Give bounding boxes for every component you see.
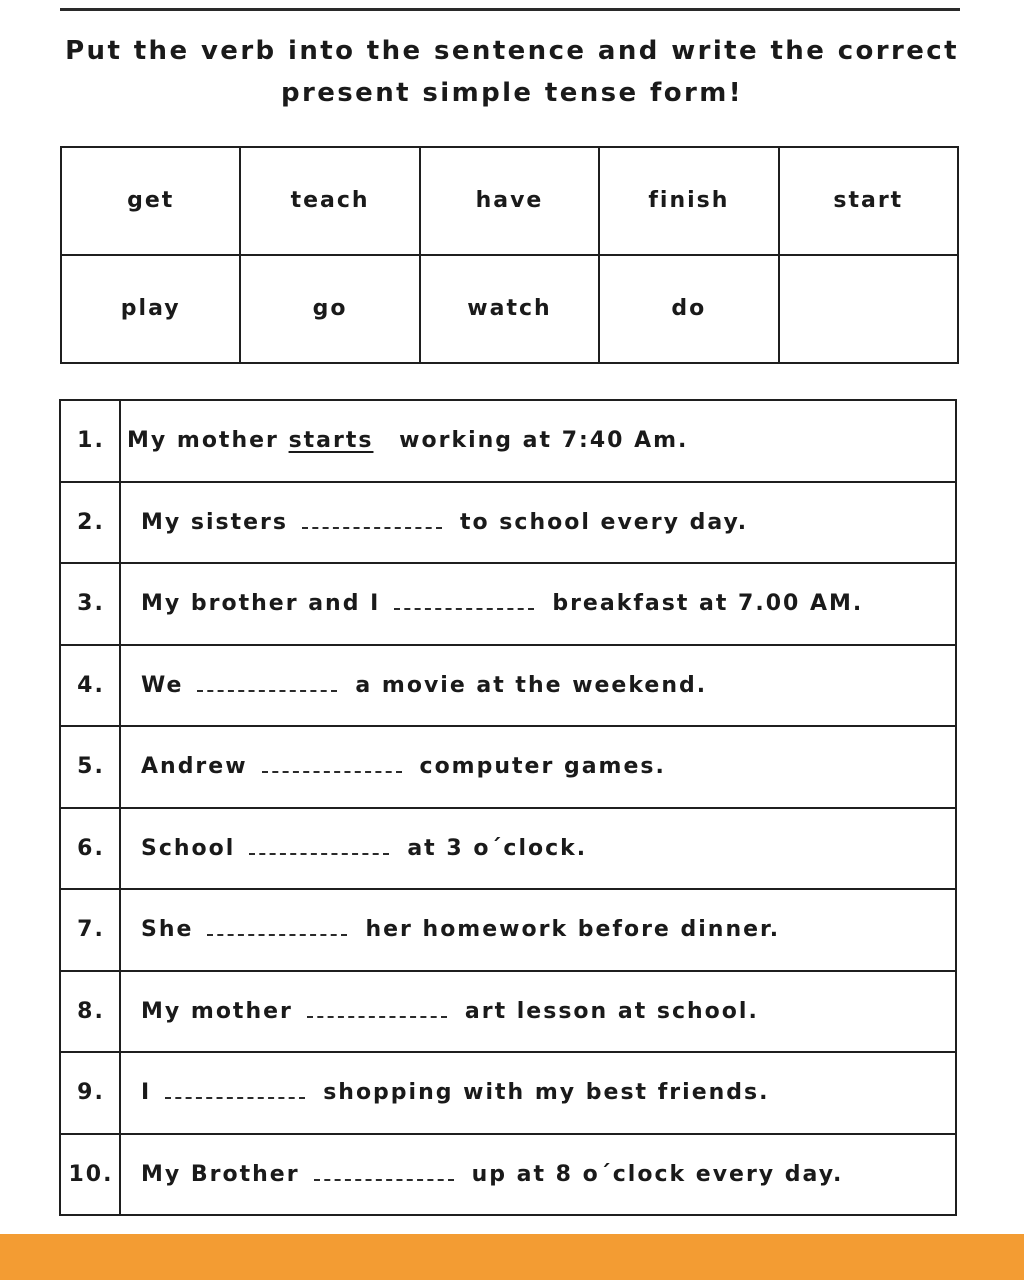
sentence-number: 9.: [60, 1052, 120, 1134]
sentence-row: [60, 645, 956, 727]
sentence-row: [60, 726, 956, 808]
verb-word-bank: [60, 146, 959, 364]
sentence-number: 6.: [60, 808, 120, 890]
sentence-row: [60, 889, 956, 971]
sentence-start: I: [141, 1080, 152, 1106]
sentence-number: 1.: [60, 400, 120, 482]
sentence-text: [120, 482, 956, 564]
sentence-start: School: [141, 835, 236, 861]
sentence-end: her homework before dinner.: [365, 917, 781, 943]
answer-blank[interactable]: [207, 920, 347, 936]
sentence-end: working at 7:40 Am.: [399, 428, 689, 454]
instructions-heading: [40, 30, 984, 114]
sentence-start: She: [141, 917, 194, 943]
word-bank-cell: do: [599, 255, 778, 363]
answer-blank[interactable]: [197, 676, 337, 692]
bottom-accent-band: [0, 1234, 1024, 1280]
filled-answer: starts: [288, 428, 374, 454]
sentence-number: 5.: [60, 726, 120, 808]
sentence-text: [120, 726, 956, 808]
sentence-end: at 3 o´clock.: [407, 835, 588, 861]
answer-blank[interactable]: [302, 513, 442, 529]
instructions-line-1: Put the verb into the sentence and write the correct: [65, 36, 959, 66]
sentence-row: [60, 971, 956, 1053]
sentence-number: 2.: [60, 482, 120, 564]
instructions-line-2: present simple tense form!: [281, 78, 743, 108]
sentence-text: [120, 645, 956, 727]
sentence-start: My mother: [141, 998, 293, 1024]
answer-blank[interactable]: [262, 757, 402, 773]
sentence-number: 4.: [60, 645, 120, 727]
sentence-number: 10.: [60, 1134, 120, 1216]
sentence-end: shopping with my best friends.: [323, 1080, 770, 1106]
top-divider-line: [60, 8, 960, 11]
answer-blank[interactable]: [394, 594, 534, 610]
sentence-end: a movie at the weekend.: [355, 672, 708, 698]
sentence-row: [60, 808, 956, 890]
sentence-row: [60, 400, 956, 482]
word-bank-cell: have: [420, 147, 599, 255]
exercise-sentences-table: [59, 399, 957, 1216]
answer-blank[interactable]: [165, 1083, 305, 1099]
sentence-text: [120, 808, 956, 890]
answer-blank[interactable]: [249, 839, 389, 855]
answer-blank[interactable]: [307, 1002, 447, 1018]
word-bank-cell: play: [61, 255, 240, 363]
sentence-end: breakfast at 7.00 AM.: [552, 591, 864, 617]
word-bank-cell-empty: [779, 255, 958, 363]
word-bank-cell: start: [779, 147, 958, 255]
sentence-text: [120, 1134, 956, 1216]
sentence-number: 8.: [60, 971, 120, 1053]
sentence-number: 3.: [60, 563, 120, 645]
sentence-end: computer games.: [419, 754, 666, 780]
sentence-end: to school every day.: [460, 509, 749, 535]
sentence-number: 7.: [60, 889, 120, 971]
answer-blank[interactable]: [314, 1165, 454, 1181]
sentence-start: My Brother: [141, 1161, 300, 1187]
word-bank-cell: finish: [599, 147, 778, 255]
word-bank-row: [61, 147, 958, 255]
sentence-start: My sisters: [141, 509, 289, 535]
word-bank-row: [61, 255, 958, 363]
word-bank-cell: teach: [240, 147, 419, 255]
sentence-row: [60, 1052, 956, 1134]
sentence-start: We: [141, 672, 184, 698]
sentence-row: [60, 1134, 956, 1216]
sentence-row: [60, 482, 956, 564]
word-bank-cell: get: [61, 147, 240, 255]
sentence-text: [120, 1052, 956, 1134]
word-bank-cell: watch: [420, 255, 599, 363]
sentence-text: [120, 889, 956, 971]
sentence-text: [120, 400, 956, 482]
word-bank-cell: go: [240, 255, 419, 363]
sentence-text: [120, 563, 956, 645]
sentence-start: Andrew: [141, 754, 248, 780]
sentence-end: up at 8 o´clock every day.: [471, 1161, 844, 1187]
sentence-start: My brother and I: [141, 591, 381, 617]
sentence-row: [60, 563, 956, 645]
sentence-end: art lesson at school.: [464, 998, 759, 1024]
sentence-text: [120, 971, 956, 1053]
sentence-start: My mother: [127, 428, 279, 454]
